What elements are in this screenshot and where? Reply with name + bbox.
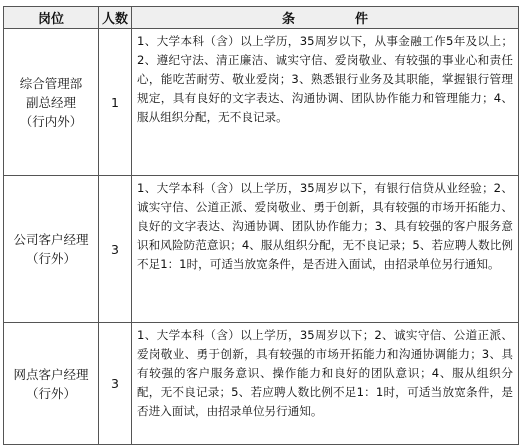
position-line: 副总经理 — [25, 94, 76, 110]
position-line: 综合管理部 — [19, 75, 83, 91]
table-row — [4, 29, 519, 176]
position-line: 公司客户经理 — [13, 232, 89, 247]
count-cell: 3 — [99, 323, 132, 445]
table-row — [4, 176, 519, 323]
position-cell — [4, 29, 99, 176]
position-line: （行外） — [25, 385, 76, 401]
header-row — [4, 7, 519, 29]
table-row — [4, 323, 519, 445]
count-cell: 3 — [99, 176, 132, 323]
position-cell — [4, 323, 99, 445]
conditions-cell: 1、大学本科（含）以上学历，35周岁以下；2、诚实守信、公道正派、爱岗敬业、勇于创新，具有较强的市场开拓能力和沟通协调能力；3、具有较强的客户服务意识、操作能力和良好的团队意识；4、服从组织分配，无不良记录；5、若应聘人数比例不足1：1时，可适当放宽条件，是否进入面试，由招录单位另行通知。 — [132, 323, 519, 445]
header-conditions-char-2: 件 — [354, 12, 368, 27]
position-line: 网点客户经理 — [13, 366, 89, 382]
recruitment-table — [3, 6, 519, 445]
position-line: （行外） — [25, 251, 76, 266]
position-line: （行内外） — [19, 113, 83, 129]
conditions-cell: 1、大学本科（含）以上学历，35周岁以下，有银行信贷从业经验；2、诚实守信、公道正派、爱岗敬业、勇于创新，具有较强的市场开拓能力、良好的文字表达、沟通协调、团队协作能力；3、具有较强的客户服务意识和风险防范意识；4、服从组织分配，无不良记录；5、若应聘人数比例不足1：1时，可适当放宽条件，是否进入面试，由招录单位另行通知。 — [132, 176, 519, 323]
header-conditions — [132, 7, 519, 29]
count-cell: 1 — [99, 29, 132, 176]
header-count: 人数 — [99, 7, 132, 29]
conditions-cell: 1、大学本科（含）以上学历，35周岁以下，从事金融工作5年及以上；2、遵纪守法、清正廉洁、诚实守信、爱岗敬业、有较强的事业心和责任心，能吃苦耐劳、敬业爱岗；3、熟悉银行业务及其职能，掌握银行管理规定，具有良好的文字表达、沟通协调、团队协作能力和管理能力；4、服从组织分配，无不良记录。 — [132, 29, 519, 176]
header-conditions-char-1: 条 — [282, 12, 296, 27]
header-position: 岗位 — [4, 7, 99, 29]
position-cell — [4, 176, 99, 323]
